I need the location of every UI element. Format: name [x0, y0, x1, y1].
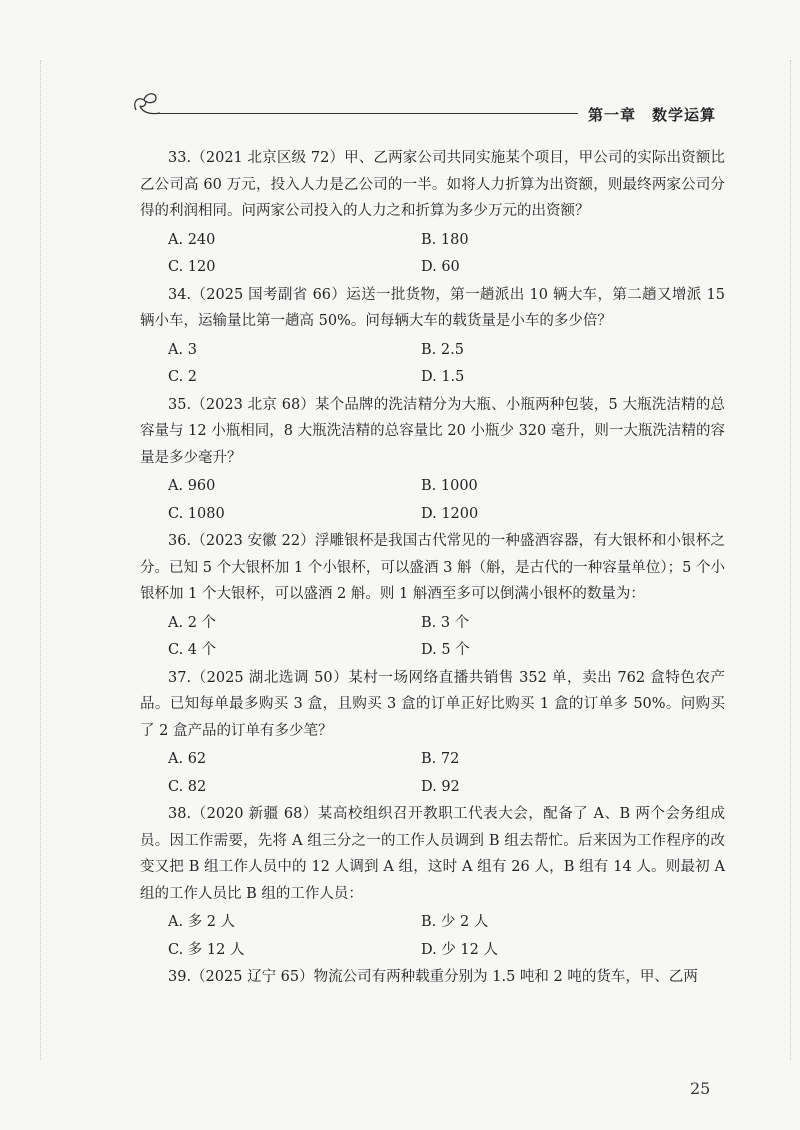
chapter-title: 第一章 数学运算 [588, 106, 717, 124]
option-c: C. 120 [168, 259, 216, 275]
page-number: 25 [690, 1079, 711, 1098]
question-34-text: 34.（2025 国考副省 66）运送一批货物，第一趟派出 10 辆大车，第二趟又增派 15 辆小车，运输量比第一趟高 50%。问每辆大车的载货量是小车的多少倍？ [140, 286, 725, 329]
option-b: B. 3 个 [421, 614, 470, 631]
option-a: A. 240 [168, 231, 216, 248]
question-38-options [140, 909, 725, 964]
option-a: A. 62 [168, 751, 207, 767]
scan-margin-right [790, 60, 792, 1060]
option-d: D. 少 12 人 [421, 941, 498, 958]
question-37-text: 37.（2025 湖北选调 50）某村一场网络直播共销售 352 单，卖出 762 盒特色农产品。已知每单最多购买 3 盒，且购买 3 盒的订单正好比购买 1 盒的订单多 50%。问购买了 2 盒产品的订单有多少笔？ [140, 669, 725, 739]
question-33-options [140, 227, 725, 282]
question-34-options [140, 337, 725, 392]
option-b: B. 1000 [421, 478, 478, 494]
question-38-text: 38.（2020 新疆 68）某高校组织召开教职工代表大会，配备了 A、B 两个会务组成员。因工作需要，先将 A 组三分之一的工作人员调到 B 组去帮忙。后来因为工作程序的改变又把 B 组工作人员中的 12 人调到 A 组，这时 A 组有 26 人，B 组有 14 人。则最初 A 组的工作人员比 B 组的工作人员： [140, 806, 725, 902]
scan-margin-left [40, 60, 42, 1060]
option-c: C. 多 12 人 [168, 941, 245, 958]
option-b: B. 72 [421, 751, 460, 767]
option-c: C. 82 [168, 778, 207, 795]
question-39-text: 39.（2025 辽宁 65）物流公司有两种载重分别为 1.5 吨和 2 吨的货车，甲、乙两 [168, 969, 698, 985]
option-c: C. 2 [168, 369, 198, 385]
option-c: C. 1080 [168, 505, 225, 522]
option-a: A. 2 个 [168, 614, 217, 631]
header-rule [158, 113, 578, 114]
option-a: A. 多 2 人 [168, 914, 236, 930]
option-c: C. 4 个 [168, 642, 217, 658]
option-b: B. 2.5 [421, 341, 464, 358]
option-a: A. 960 [168, 478, 216, 494]
question-35-text: 35.（2023 北京 68）某个品牌的洗洁精分为大瓶、小瓶两种包装，5 大瓶洗洁精的总容量与 12 小瓶相同，8 大瓶洗洁精的总容量比 20 小瓶少 320 毫升，则一大瓶洗洁精的容量是多少毫升？ [140, 396, 725, 466]
option-a: A. 3 [168, 341, 197, 358]
question-33-text: 33.（2021 北京区级 72）甲、乙两家公司共同实施某个项目，甲公司的实际出资额比乙公司高 60 万元，投入人力是乙公司的一半。如将人力折算为出资额，则最终两家公司分得的利润相同。问两家公司投入的人力之和折算为多少万元的出资额？ [140, 150, 725, 219]
question-35-options [140, 473, 725, 528]
option-d: D. 60 [421, 259, 460, 275]
option-d: D. 5 个 [421, 642, 470, 658]
question-36-text: 36.（2023 安徽 22）浮雕银杯是我国古代常见的一种盛酒容器，有大银杯和小银杯之分。已知 5 个大银杯加 1 个小银杯，可以盛酒 3 斛（斛，是古代的一种容量单位）；5 个小银杯加 1 个大银杯，可以盛酒 2 斛。则 1 斛酒至多可以倒满小银杯的数量为： [140, 533, 725, 602]
option-d: D. 92 [421, 778, 460, 795]
option-b: B. 180 [421, 231, 469, 248]
option-d: D. 1200 [421, 505, 479, 522]
option-d: D. 1.5 [421, 369, 465, 385]
question-36-options [140, 610, 725, 665]
question-37-options [140, 746, 725, 801]
question-list [140, 145, 725, 991]
option-b: B. 少 2 人 [421, 914, 489, 930]
